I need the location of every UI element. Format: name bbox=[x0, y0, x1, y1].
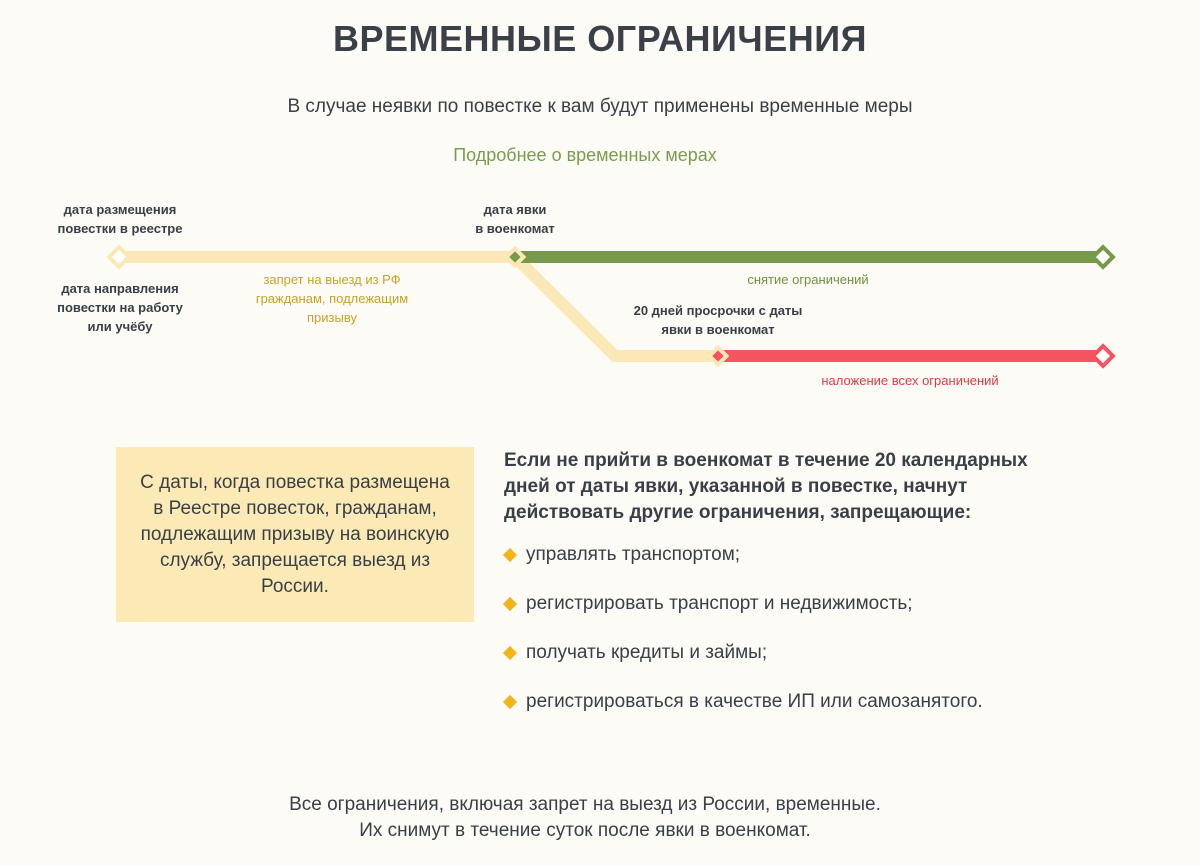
lifting-label: снятие ограничений bbox=[747, 272, 869, 287]
appearance-date-label-line2: в военкомат bbox=[475, 221, 555, 236]
exit-ban-label bbox=[232, 270, 432, 327]
page-subtitle: В случае неявки по повестке к вам будут применены временные меры bbox=[287, 96, 913, 117]
page-title: ВРЕМЕННЫЕ ОГРАНИЧЕНИЯ bbox=[333, 18, 867, 59]
list-item-text: регистрировать транспорт и недвижимость; bbox=[526, 593, 913, 614]
start-top-label-line2: повестки в реестре bbox=[57, 221, 183, 236]
footer-note bbox=[0, 792, 1170, 844]
appearance-date-label bbox=[445, 200, 585, 238]
start-bottom-label-line2: повестки на работу bbox=[57, 300, 183, 315]
restrictions-section bbox=[504, 448, 1064, 738]
list-item-text: регистрироваться в качестве ИП или самозанятого. bbox=[526, 691, 983, 712]
start-marker bbox=[109, 247, 129, 267]
appearance-date-label-line1: дата явки bbox=[483, 202, 547, 217]
restrictions-list bbox=[504, 542, 1064, 715]
exit-ban-label-line1: запрет на выезд из РФ bbox=[263, 272, 401, 287]
lifting-end-marker bbox=[1093, 247, 1113, 267]
start-bottom-label bbox=[40, 279, 200, 336]
diamond-bullet-icon bbox=[503, 597, 517, 611]
exit-ban-label-line3: призыву bbox=[307, 310, 357, 325]
diamond-bullet-icon bbox=[503, 646, 517, 660]
list-item bbox=[504, 591, 1064, 617]
diamond-bullet-icon bbox=[503, 695, 517, 709]
diamond-bullet-icon bbox=[503, 548, 517, 562]
restrictions-end-marker bbox=[1093, 346, 1113, 366]
restrictions-intro: Если не прийти в военкомат в течение 20 календарных дней от даты явки, указанной в повестке, начнут действовать другие ограничения, запрещающие: bbox=[504, 450, 1028, 523]
footer-line-2: Их снимут в течение суток после явки в военкомат. bbox=[359, 820, 811, 841]
overdue-label-line2: явки в военкомат bbox=[661, 322, 775, 337]
all-restrictions-label: наложение всех ограничений bbox=[821, 373, 999, 388]
exit-ban-label-line2: гражданам, подлежащим bbox=[255, 291, 409, 306]
start-bottom-label-line1: дата направления bbox=[61, 281, 179, 296]
overdue-label-line1: 20 дней просрочки с даты bbox=[633, 303, 803, 318]
list-item bbox=[504, 640, 1064, 666]
exit-ban-info-text: С даты, когда повестка размещена в Реестре повесток, гражданам, подлежащим призыву на воинскую службу, запрещается выезд из России. bbox=[140, 471, 450, 597]
start-top-label-line1: дата размещения bbox=[63, 202, 177, 217]
start-top-label bbox=[40, 200, 200, 238]
list-item bbox=[504, 689, 1064, 715]
more-info-link[interactable]: Подробнее о временных мерах bbox=[453, 145, 717, 165]
footer-line-1: Все ограничения, включая запрет на выезд из России, временные. bbox=[289, 794, 881, 815]
timeline bbox=[0, 0, 1200, 420]
list-item bbox=[504, 542, 1064, 568]
list-item-text: получать кредиты и займы; bbox=[526, 642, 768, 663]
exit-ban-info-box bbox=[116, 447, 474, 622]
list-item-text: управлять транспортом; bbox=[526, 544, 741, 565]
overdue-label bbox=[608, 301, 828, 339]
start-bottom-label-line3: или учёбу bbox=[87, 319, 153, 334]
